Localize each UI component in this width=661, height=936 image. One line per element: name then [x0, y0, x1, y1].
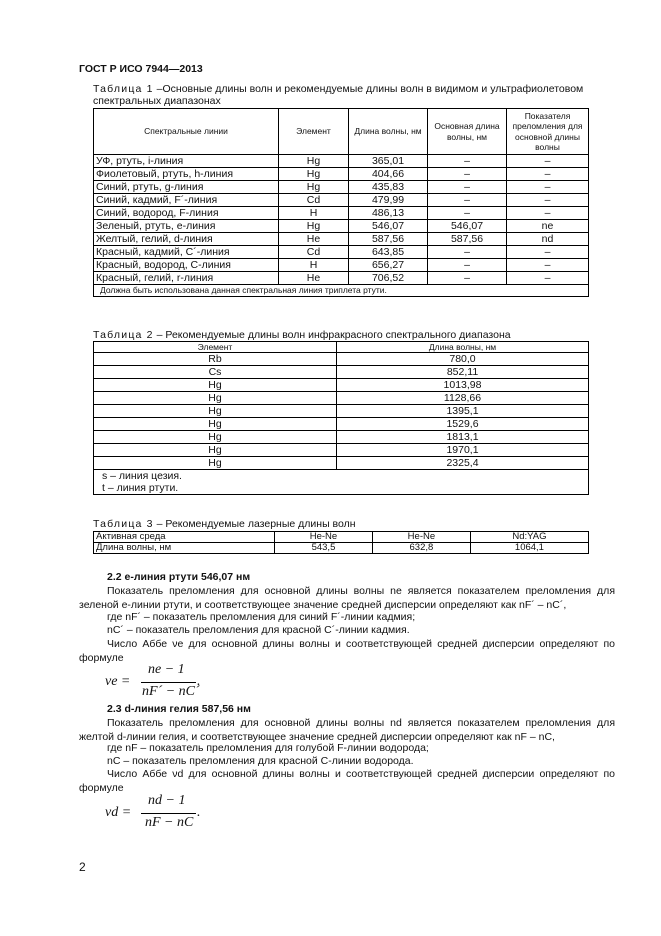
table1-header-cell: Длина волны, нм: [349, 109, 428, 155]
section-2-2-abbe-text: Число Аббе νe для основной длины волны и соответствующей средней дисперсии определяют по формуле: [79, 638, 615, 664]
table-cell: ne: [507, 220, 589, 233]
table-cell: –: [507, 194, 589, 207]
section-2-3-heading: 2.3 d-линия гелия 587,56 нм: [107, 703, 251, 715]
table2-body: [94, 353, 589, 470]
table2: [93, 341, 589, 495]
table2-caption-text: – Рекомендуемые длины волн инфракрасного спектрального диапазона: [153, 329, 511, 341]
table1-caption-label: Таблица 1: [93, 83, 154, 95]
table3-caption-label: Таблица 3: [93, 518, 154, 530]
page-number: 2: [79, 860, 86, 874]
table-cell: Cd: [279, 246, 349, 259]
table-cell: 587,56: [349, 233, 428, 246]
table-row: [94, 220, 589, 233]
table-row: [94, 392, 589, 405]
table-cell: Длина волны, нм: [94, 543, 275, 554]
section-2-2-heading: 2.2 e-линия ртути 546,07 нм: [107, 571, 251, 583]
table-cell: Активная среда: [94, 532, 275, 543]
table-cell: Красный, гелий, r-линия: [94, 272, 279, 285]
table-cell: Hg: [94, 431, 337, 444]
table1: [93, 108, 589, 297]
table-cell: 632,8: [372, 543, 470, 554]
table-row: [94, 532, 589, 543]
table-cell: Cd: [279, 194, 349, 207]
formula-abbe-e: [105, 662, 225, 702]
table-cell: Hg: [279, 155, 349, 168]
table-cell: 479,99: [349, 194, 428, 207]
table3-caption-text: – Рекомендуемые лазерные длины волн: [153, 518, 356, 530]
table-cell: He-Ne: [372, 532, 470, 543]
table-cell: 543,5: [275, 543, 373, 554]
table-row: [94, 194, 589, 207]
section-2-3-where-f: где nF – показатель преломления для голубой F-линии водорода;: [107, 742, 429, 754]
table-cell: Hg: [94, 405, 337, 418]
table1-body: [94, 155, 589, 285]
table1-footnote-row: [94, 285, 589, 297]
table2-header-cell: Элемент: [94, 342, 337, 353]
table-row: [94, 366, 589, 379]
table-cell: Hg: [279, 181, 349, 194]
table-cell: –: [507, 155, 589, 168]
table-cell: –: [507, 259, 589, 272]
table-cell: –: [428, 207, 507, 220]
table-cell: Красный, кадмий, C´-линия: [94, 246, 279, 259]
table-cell: –: [428, 272, 507, 285]
formula-numerator: nd − 1: [148, 793, 186, 808]
table1-header-row: [94, 109, 589, 155]
table-cell: –: [428, 194, 507, 207]
table-cell: –: [428, 246, 507, 259]
table-cell: –: [507, 181, 589, 194]
table-row: [94, 405, 589, 418]
table2-footnote-row: [94, 470, 589, 495]
table-row: [94, 457, 589, 470]
table1-header-cell: Показателя преломления для основной длины волны: [507, 109, 589, 155]
table-cell: Hg: [94, 392, 337, 405]
table-row: [94, 543, 589, 554]
table-cell: 365,01: [349, 155, 428, 168]
table-cell: Cs: [94, 366, 337, 379]
table2-caption-label: Таблица 2: [93, 329, 154, 341]
table-cell: 656,27: [349, 259, 428, 272]
table-cell: Зеленый, ртуть, e-линия: [94, 220, 279, 233]
table-row: [94, 155, 589, 168]
table2-footnotes: [94, 470, 589, 495]
formula-numerator: ne − 1: [148, 662, 185, 677]
section-2-3-paragraph: Показатель преломления для основной длины волны nd является показателем преломления для желтой d-линии гелия, и соответствующее значение средней дисперсии определяют как nF – nC,: [79, 717, 615, 743]
table-row: [94, 168, 589, 181]
table-cell: Hg: [94, 418, 337, 431]
table2-header-row: [94, 342, 589, 353]
table1-caption-text: –Основные длины волн и рекомендуемые длины волн в видимом и ультрафиолетовом спектральных диапазонах: [93, 83, 584, 107]
formula-period: .: [197, 674, 201, 689]
table-cell: –: [507, 246, 589, 259]
table3-caption: [93, 518, 356, 530]
table1-header-cell: Основная длина волны, нм: [428, 109, 507, 155]
table-cell: Rb: [94, 353, 337, 366]
table-cell: H: [279, 207, 349, 220]
section-2-3-where-c: nC – показатель преломления для красной C-линии водорода.: [107, 755, 414, 767]
table-row: [94, 418, 589, 431]
table-cell: 1128,66: [337, 392, 589, 405]
table-cell: Hg: [94, 379, 337, 392]
table-cell: He: [279, 233, 349, 246]
table-cell: –: [507, 168, 589, 181]
table-row: [94, 181, 589, 194]
table1-header-cell: Спектральные линии: [94, 109, 279, 155]
table-row: [94, 379, 589, 392]
table-cell: 486,13: [349, 207, 428, 220]
table-cell: Hg: [279, 220, 349, 233]
formula-abbe-d: [105, 793, 225, 833]
table-cell: 587,56: [428, 233, 507, 246]
section-2-2-where-f: где nF´ – показатель преломления для синий F´-линии кадмия;: [107, 611, 416, 623]
table-cell: Желтый, гелий, d-линия: [94, 233, 279, 246]
table-cell: H: [279, 259, 349, 272]
table-cell: Hg: [94, 444, 337, 457]
section-2-2-where-c: nC´ – показатель преломления для красной C´-линии кадмия.: [107, 624, 410, 636]
table2-header-cell: Длина волны, нм: [337, 342, 589, 353]
table-cell: 852,11: [337, 366, 589, 379]
table-cell: He: [279, 272, 349, 285]
section-2-2-paragraph: Показатель преломления для основной длины волны ne является показателем преломления для зеленой e-линии ртути, и соответствующее значение средней дисперсии определяют как nF´ – nC´,: [79, 585, 615, 611]
table-cell: 1064,1: [470, 543, 588, 554]
table-cell: 1013,98: [337, 379, 589, 392]
table3-body: [94, 532, 589, 554]
table2-footnote-mercury: t – линия ртути.: [102, 482, 179, 494]
formula-denominator: nF´ − nC´: [142, 684, 200, 699]
table-cell: –: [428, 181, 507, 194]
formula-lhs: νd =: [105, 805, 132, 820]
table1-caption: [93, 83, 618, 107]
table-cell: Nd:YAG: [470, 532, 588, 543]
section-2-3-abbe-text: Число Аббе νd для основной длины волны и соответствующей средней дисперсии определяют по формуле: [79, 768, 615, 794]
table-cell: Синий, ртуть, g-линия: [94, 181, 279, 194]
table2-caption: [93, 329, 511, 341]
table-row: [94, 259, 589, 272]
table-row: [94, 246, 589, 259]
table-cell: –: [428, 259, 507, 272]
table-cell: –: [507, 207, 589, 220]
table-cell: 2325,4: [337, 457, 589, 470]
table-cell: Синий, кадмий, F´-линия: [94, 194, 279, 207]
table-row: [94, 233, 589, 246]
table-cell: 546,07: [428, 220, 507, 233]
table-cell: nd: [507, 233, 589, 246]
table3: [93, 531, 589, 554]
table-cell: Hg: [279, 168, 349, 181]
table2-footnote-cesium: s – линия цезия.: [102, 470, 182, 482]
formula-period: .: [197, 805, 201, 820]
table1-header-cell: Элемент: [279, 109, 349, 155]
table-row: [94, 353, 589, 366]
table-cell: –: [428, 168, 507, 181]
table-cell: Синий, водород, F-линия: [94, 207, 279, 220]
table-cell: 706,52: [349, 272, 428, 285]
table-cell: 1395,1: [337, 405, 589, 418]
fraction-bar: [141, 682, 196, 683]
table-cell: Hg: [94, 457, 337, 470]
table-cell: 546,07: [349, 220, 428, 233]
table-row: [94, 272, 589, 285]
table1-footnote: Должна быть использована данная спектральная линия триплета ртути.: [94, 285, 589, 297]
table-cell: 643,85: [349, 246, 428, 259]
formula-lhs: νe =: [105, 674, 131, 689]
table-row: [94, 444, 589, 457]
table-cell: 404,66: [349, 168, 428, 181]
table-cell: 435,83: [349, 181, 428, 194]
table-cell: Красный, водород, C-линия: [94, 259, 279, 272]
table-cell: 1970,1: [337, 444, 589, 457]
table-cell: 780,0: [337, 353, 589, 366]
table-cell: УФ, ртуть, i-линия: [94, 155, 279, 168]
document-header: ГОСТ Р ИСО 7944—2013: [79, 63, 203, 75]
formula-denominator: nF − nC: [145, 815, 194, 830]
table-cell: 1529,6: [337, 418, 589, 431]
table-cell: 1813,1: [337, 431, 589, 444]
table-cell: –: [428, 155, 507, 168]
table-cell: –: [507, 272, 589, 285]
table-row: [94, 207, 589, 220]
table-cell: Фиолетовый, ртуть, h-линия: [94, 168, 279, 181]
table-cell: He-Ne: [275, 532, 373, 543]
fraction-bar: [141, 813, 196, 814]
table-row: [94, 431, 589, 444]
